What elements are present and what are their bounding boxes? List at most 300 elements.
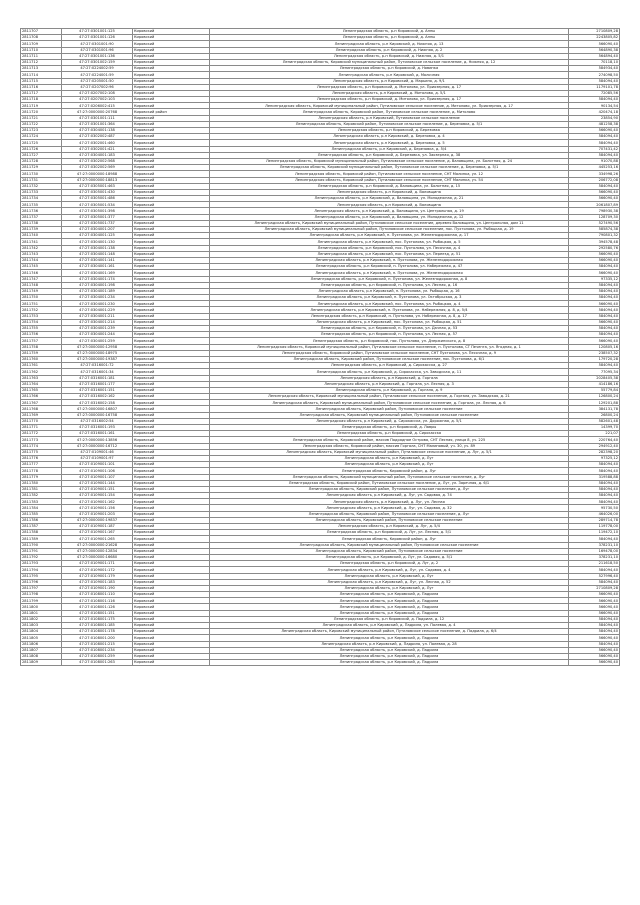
cadastral-number-cell: 47:27:0108001:151 [62,610,133,616]
cadastral-value-cell: 2710809,28 [569,585,620,591]
district-cell: Кировский [133,381,210,387]
district-cell: Кировский [133,338,210,344]
cadastral-number-cell: 47:27:0108001:185 [62,623,133,629]
cadastral-number-cell: 47:27:0109001:101 [62,462,133,468]
district-cell: Кировский [133,573,210,579]
address-cell: Ленинградская область, р-н Кировский, д. Сирокасска [210,431,569,437]
row-number-cell: 2811802 [21,616,62,622]
cadastral-number-cell: 47:27:0304001:148 [62,251,133,257]
district-cell: Кировский [133,647,210,653]
cadastral-value-cell: 566090,40 [569,319,620,325]
address-cell: Ленинградская область, р-н Кировский, д. Березовка, д. 5 [210,140,569,146]
address-cell: Ленинградская область, Кировский район, Путиловское сельское поселение, д. Митолово [210,109,569,115]
district-cell: Кировский [133,387,210,393]
cadastral-number-cell: 47:27:0000000:16807 [62,406,133,412]
district-cell: Кировский [133,480,210,486]
cadastral-value-cell: 2028405,38 [569,375,620,381]
district-cell: Кировский [133,653,210,659]
address-cell: Ленинградская область, р-н Кировский, д. Нижняя, д. 5/1 [210,53,569,59]
district-cell: Кировский [133,35,210,41]
district-cell: Кировский [133,41,210,47]
row-number-cell: 2811750 [21,295,62,301]
district-cell: Кировский [133,97,210,103]
row-number-cell: 2811708 [21,35,62,41]
row-number-cell: 2811807 [21,647,62,653]
cadastral-number-cell: 47:27:0000000:21628 [62,542,133,548]
cadastral-value-cell: 378231,10 [569,554,620,560]
address-cell: Ленинградская область, р-н Кировский, д. Валовщина, ул. Центральная, д. 19 [210,208,569,214]
cadastral-value-cell: 584094,40 [569,140,620,146]
cadastral-value-cell: 378231,10 [569,542,620,548]
cadastral-value-cell: 238507,32 [569,350,620,356]
cadastral-number-cell: 47:27:0109001:172 [62,567,133,573]
address-cell: Ленинградская область, р-н Кировский, д. Луг, ул. Садовая, д. 5/1 [210,554,569,560]
address-cell: Ленинградская область, Кировский район, Путиловское сельское поселение [210,406,569,412]
cadastral-number-cell: 47:27:0207002:96 [62,84,133,90]
cadastral-value-cell: 90134,54 [569,103,620,109]
district-cell: Кировский [133,579,210,585]
cadastral-value-cell: 55779,84 [569,387,620,393]
district-cell: Кировский [133,295,210,301]
address-cell: Ленинградская область, р-н Кировский, д. Сирокасска, ул. Дорожная, д. 5/1 [210,418,569,424]
cadastral-number-cell: 47:27:0109001:97 [62,455,133,461]
row-number-cell: 2811781 [21,486,62,492]
cadastral-number-cell: 47:27:0305001:430 [62,189,133,195]
cadastral-value-cell: 566090,40 [569,610,620,616]
address-cell: Ленинградская область, р-н Кировский, д. Падрила [210,635,569,641]
cadastral-value-cell: 566090,40 [569,270,620,276]
cadastral-number-cell: 47:27:0109001:156 [62,505,133,511]
cadastral-number-cell: 47:27:0108001:178 [62,629,133,635]
row-number-cell: 2811736 [21,208,62,214]
cadastral-value-cell: 566090,40 [569,257,620,263]
cadastral-value-cell: 481258,38 [569,121,620,127]
district-cell: Кировский [133,548,210,554]
cadastral-number-cell: 47:27:0108001:263 [62,660,133,666]
cadastral-number-cell: 47:27:0304001:244 [62,332,133,338]
district-cell: Кировский [133,128,210,134]
row-number-cell: 2811757 [21,338,62,344]
district-cell: Кировский [133,462,210,468]
district-cell: Кировский район [133,109,210,115]
address-cell: Ленинградская область, р-н Кировский, д. Горгала, ул. Лесная, д. 3 [210,381,569,387]
district-cell: Кировский [133,517,210,523]
cadastral-number-cell: 47:27:0305001:377 [62,214,133,220]
cadastral-value-cell: 95730,50 [569,505,620,511]
cadastral-number-cell: 47:27:0000000:16758 [62,412,133,418]
address-cell: Ленинградская область, Кировский район, Путиловское сельское поселение, СНТ Малинка, уч. 54 [210,177,569,183]
cadastral-value-cell: 274098,50 [569,72,620,78]
address-cell: Ленинградская область, р-н Кировский, д. Падрила, д. 12 [210,616,569,622]
row-number-cell: 2811756 [21,332,62,338]
district-cell: Кировский [133,165,210,171]
row-number-cell: 2811772 [21,431,62,437]
cadastral-value-cell: 584094,40 [569,623,620,629]
cadastral-number-cell: 47:27:0207002:103 [62,97,133,103]
address-cell: Ленинградская область, р-н Кировский, п. Пухтолова, ул. Набережная, д. 47 [210,264,569,270]
district-cell: Кировский [133,146,210,152]
district-cell: Кировский [133,505,210,511]
cadastral-number-cell: 47:27:0109001:154 [62,493,133,499]
row-number-cell: 2811763 [21,375,62,381]
cadastral-number-cell: 47:27:0000000:13856 [62,437,133,443]
cadastral-value-cell: 566090,40 [569,598,620,604]
cadastral-number-cell: 47:27:0109001:171 [62,561,133,567]
cadastral-number-cell: 47:27:0109001:106 [62,468,133,474]
cadastral-number-cell: 47:27:0000000:16680 [62,554,133,560]
cadastral-value-cell: 584094,40 [569,264,620,270]
cadastral-number-cell: 47:27:0109001:162 [62,499,133,505]
row-number-cell: 2811801 [21,610,62,616]
cadastral-number-cell: 47:27:0205001:50 [62,78,133,84]
district-cell: Кировский [133,629,210,635]
district-cell: Кировский [133,660,210,666]
cadastral-number-cell: 47:27:0305001:534 [62,202,133,208]
cadastral-value-cell: 129201,88 [569,400,620,406]
address-cell: Ленинградская область, р-н Кировский, д. Падрила [210,592,569,598]
district-cell: Кировский [133,400,210,406]
cadastral-value-cell: 584094,40 [569,183,620,189]
row-number-cell: 2811728 [21,158,62,164]
cadastral-value-cell: 2243805,82 [569,35,620,41]
district-cell: Кировский [133,301,210,307]
district-cell: Кировский [133,307,210,313]
address-cell: Ленинградская область, Кировский муниципальный район, Путиловское сельское поселение, д. Горгала, ул. Заводская, д. 21 [210,394,569,400]
cadastral-number-cell: 47:27:0301001:96 [62,47,133,53]
cadastral-value-cell: 206772,08 [569,177,620,183]
address-cell: Ленинградская область, Кировский муниципальный район, Путиловское сельское поселение, д. Падрила, д. 6/4 [210,629,569,635]
row-number-cell: 2811744 [21,257,62,263]
district-cell: Кировский [133,474,210,480]
cadastral-number-cell: 47:27:0316002:54 [62,418,133,424]
cadastral-number-cell: 47:27:0207002:108 [62,90,133,96]
cadastral-number-cell: 47:27:0316002:158 [62,400,133,406]
row-number-cell: 2811720 [21,109,62,115]
cadastral-number-cell: 47:27:0000000:12834 [62,548,133,554]
district-cell: Кировский [133,140,210,146]
cadastral-value-cell: 77095,34 [569,369,620,375]
cadastral-value-cell: 566090,40 [569,653,620,659]
row-number-cell: 2811764 [21,381,62,387]
cadastral-value-cell: 566090,40 [569,189,620,195]
cadastral-number-cell: 47:27:0305001:737 [62,220,133,226]
address-cell: Ленинградская область, Кировский муниципальный район, Путиловское сельское поселение, д. Горгала, ул. Лесная, д. 6 [210,400,569,406]
cadastral-number-cell: 47:27:0302002:569 [62,165,133,171]
cadastral-number-cell: 47:27:0304001:169 [62,270,133,276]
cadastral-value-cell: 584094,40 [569,536,620,542]
district-cell: Кировский [133,412,210,418]
address-cell: Ленинградская область, р-н Кировский, д. Горгала, д. 9 [210,387,569,393]
cadastral-number-cell: 47:27:0316001:193 [62,425,133,431]
address-cell: Ленинградская область, р-н Кировский, д. Падрила [210,647,569,653]
cadastral-value-cell: 97335,12 [569,276,620,282]
row-number-cell: 2811726 [21,146,62,152]
cadastral-value-cell: 211618,50 [569,561,620,567]
cadastral-value-cell: 14399,70 [569,425,620,431]
cadastral-number-cell: 47:27:0304001:138 [62,245,133,251]
district-cell: Кировский [133,233,210,239]
cadastral-value-cell: 584094,40 [569,468,620,474]
address-cell: Ленинградская область, Кировский муниципальный район, Путиловское сельское поселение, деревня Валовщина, ул. Центральная, дом 11 [210,220,569,226]
row-number-cell: 2811786 [21,517,62,523]
row-number-cell: 2811804 [21,629,62,635]
address-cell: Ленинградская область, р-н Кировский, д. Валовщина, ул. Молодежная, д. 21 [210,196,569,202]
cadastral-value-cell: 798930,38 [569,208,620,214]
address-cell: Ленинградская область, р-н Кировский, д. Падрила [210,610,569,616]
address-cell: Ленинградская область, Кировский район, массив Подрядное Острова, СНТ Лесная, улица 8, уч. 225 [210,437,569,443]
address-cell: Ленинградская область, р-н Кировский, д. Луг, д. 5/4 [210,524,569,530]
row-number-cell: 2811752 [21,307,62,313]
address-cell: Ленинградская область, р-н Кировский, д. Нижняя, д. 13 [210,41,569,47]
district-cell: Кировский [133,406,210,412]
cadastral-value-cell: 527490,56 [569,220,620,226]
district-cell: Кировский [133,264,210,270]
cadastral-value-cell: 566090,40 [569,635,620,641]
address-cell: Ленинградская область, Кировский район, Путиловское сельское поселение, пос. Пухтолова, д. 6/1 [210,356,569,362]
address-cell: Ленинградская область, р-н Кировский, д. Митолово, д. 5/1 [210,90,569,96]
cadastral-number-cell: 47:27:0304001:229 [62,307,133,313]
district-cell: Кировский [133,152,210,158]
district-cell: Кировский [133,455,210,461]
district-cell: Кировский [133,561,210,567]
address-cell: Ленинградская область, р-н Кировский, д. Луг, ул. Садовая, д. 32 [210,505,569,511]
cadastral-value-cell: 566090,40 [569,592,620,598]
address-cell: Ленинградская область, р-н Кировский, д. Сирокасска, ул. Заводская, д. 11 [210,369,569,375]
cadastral-value-cell: 445253,16 [569,165,620,171]
cadastral-number-cell: 47:27:0301001:364 [62,121,133,127]
address-cell: Ленинградская область, р-н Кировский, д. Валовщина [210,189,569,195]
address-cell: Ленинградская область, р-н Кировский, д. Луг, ул. Садовая, д. 74 [210,493,569,499]
address-cell: Ленинградская область, р-н Кировский, д. Марьино, д. 9/1 [210,78,569,84]
cadastral-value-cell: 394578,48 [569,239,620,245]
row-number-cell: 2811775 [21,449,62,455]
row-number-cell: 2811749 [21,288,62,294]
cadastral-number-cell: 47:27:0108001:215 [62,641,133,647]
address-cell: Ленинградская область, р-н Кировский, д. Валовщина, ул. Молодежная, д. 12 [210,214,569,220]
address-cell: Ленинградская область, р-н Кировский, д. Падрила [210,653,569,659]
cadastral-value-cell: 584094,40 [569,295,620,301]
row-number-cell: 2811785 [21,511,62,517]
district-cell: Кировский [133,134,210,140]
district-cell: Кировский [133,103,210,109]
cadastral-number-cell: 47:27:0304001:259 [62,338,133,344]
address-cell: Ленинградская область, Кировский муниципальный район, Путиловское сельское поселение, д. Луг [210,474,569,480]
address-cell: Ленинградская область, р-н Кировский, д. Лавры [210,425,569,431]
row-number-cell: 2811766 [21,394,62,400]
cadastral-number-cell: 47:27:0316001:177 [62,381,133,387]
district-cell: Кировский [133,604,210,610]
cadastral-number-cell: 47:27:0108001:234 [62,647,133,653]
row-number-cell: 2811791 [21,548,62,554]
address-cell: Ленинградская область, Кировский район, д. Луг [210,536,569,542]
cadastral-number-cell: 47:27:0304001:211 [62,313,133,319]
row-number-cell: 2811748 [21,282,62,288]
cadastral-value-cell: 582601,48 [569,418,620,424]
district-cell: Кировский [133,468,210,474]
district-cell: Кировский [133,115,210,121]
address-cell: Ленинградская область, р-н Кировский, п. Пухтолова, ул. Железнодорожная, д. 8 [210,276,569,282]
cadastral-value-cell: 26800,24 [569,412,620,418]
row-number-cell: 2811809 [21,660,62,666]
cadastral-value-cell: 566090,40 [569,128,620,134]
row-number-cell: 2811713 [21,66,62,72]
cadastral-number-cell: 47:27:0000000:20768 [62,109,133,115]
row-number-cell: 2811765 [21,387,62,393]
cadastral-number-cell: 47:27:0301001:111 [62,115,133,121]
row-number-cell: 2811784 [21,505,62,511]
district-cell: Кировский [133,239,210,245]
address-cell: Ленинградская область, р-н Кировский, д. Луг, ул. Лесная, д. 52 [210,579,569,585]
cadastral-number-cell: 47:27:0302002:568 [62,158,133,164]
cadastral-value-cell: 384131,78 [569,406,620,412]
district-cell: Кировский [133,530,210,536]
row-number-cell: 2811724 [21,134,62,140]
district-cell: Кировский [133,158,210,164]
cadastral-value-cell: 584094,40 [569,307,620,313]
row-number-cell: 2811787 [21,524,62,530]
district-cell: Кировский [133,202,210,208]
district-cell: Кировский [133,536,210,542]
district-cell: Кировский [133,585,210,591]
address-cell: Ленинградская область, Кировский муниципальный район, Путиловское сельское поселение, д. Березовка, д. 5/1 [210,165,569,171]
cadastral-value-cell: 584094,40 [569,579,620,585]
cadastral-value-cell: 584094,40 [569,629,620,635]
cadastral-number-cell: 47:27:0000000:19837 [62,517,133,523]
district-cell: Кировский [133,449,210,455]
cadastral-value-cell: 97325,12 [569,455,620,461]
row-number-cell: 2811776 [21,455,62,461]
row-number-cell: 2811715 [21,78,62,84]
cadastral-value-cell: 584094,40 [569,152,620,158]
cadastral-value-cell: 584094,40 [569,480,620,486]
district-cell: Кировский [133,72,210,78]
address-cell: Ленинградская область, Кировский муниципальный район, Путиловское сельское поселение [210,542,569,548]
row-number-cell: 2811732 [21,183,62,189]
address-cell: Ленинградская область, Кировский муниципальный район, Путиловское сельское поселение, д. Нижняя, д. 12 [210,59,569,65]
cadastral-number-cell: 47:27:0109001:107 [62,474,133,480]
district-cell: Кировский [133,276,210,282]
district-cell: Кировский [133,350,210,356]
district-cell: Кировский [133,251,210,257]
cadastral-value-table [20,28,620,666]
cadastral-number-cell: 47:27:0109001:203 [62,511,133,517]
row-number-cell: 2811797 [21,585,62,591]
cadastral-number-cell: 47:27:0000000:18988 [62,171,133,177]
district-cell: Кировский [133,443,210,449]
address-cell: Ленинградская область, Кировский район, Путиловское сельское поселение, СНТ Пухтолова, ул. Песочная, д. 9 [210,350,569,356]
cadastral-number-cell: 47:27:0109001:167 [62,530,133,536]
row-number-cell: 2811733 [21,189,62,195]
cadastral-number-cell: 47:27:0000000:18813 [62,177,133,183]
row-number-cell: 2811751 [21,301,62,307]
cadastral-number-cell: 47:27:0316001:34 [62,369,133,375]
cadastral-value-cell: 584094,40 [569,78,620,84]
address-cell: Ленинградская область, р-н Кировский, д. Луг, д. 2 [210,561,569,567]
address-cell: Ленинградская область, р-н Кировский, п. Пухтолова, ул. Лесная, д. 16 [210,282,569,288]
cadastral-number-cell: 47:27:0224002:59 [62,66,133,72]
row-number-cell: 2811795 [21,573,62,579]
district-cell: Кировский [133,363,210,369]
cadastral-value-cell: 420474,18 [569,109,620,115]
row-number-cell: 2811722 [21,121,62,127]
row-number-cell: 2811778 [21,468,62,474]
row-number-cell: 2811759 [21,350,62,356]
address-cell: Ленинградская область, р-н Кировский, д. Сирокасска, д. 27 [210,363,569,369]
row-number-cell: 2811762 [21,369,62,375]
row-number-cell: 2811803 [21,623,62,629]
address-cell: Ленинградская область, р-н Кировский, д. Березовка [210,128,569,134]
address-cell: Ленинградская область, р-н Кировский, пос. Пухтолова, ул. Переезд, д. 51 [210,251,569,257]
row-number-cell: 2811760 [21,356,62,362]
row-number-cell: 2811729 [21,165,62,171]
document-sheet [20,28,620,666]
row-number-cell: 2811738 [21,220,62,226]
address-cell: Ленинградская область, р-н Кировский, д. Луг, ул. Садовая, д. 4 [210,567,569,573]
cadastral-value-cell: 91070,88 [569,158,620,164]
cadastral-value-cell: 128709,30 [569,214,620,220]
address-cell: Ленинградская область, р-н Кировский, п. Пухтолова, ул. Рыбацкая, д. 16 [210,288,569,294]
cadastral-value-cell: 289714,78 [569,517,620,523]
district-cell: Кировский [133,313,210,319]
district-cell: Кировский [133,326,210,332]
cadastral-value-cell: 2710809,28 [569,29,620,35]
district-cell: Кировский [133,641,210,647]
row-number-cell: 2811755 [21,326,62,332]
cadastral-number-cell: 47:27:0108001:110 [62,592,133,598]
address-cell: Ленинградская область, Кировский район, Путиловское сельское поселение, д. Луг, ул. Заречная, д. 6/1 [210,480,569,486]
cadastral-number-cell: 47:27:0304001:125 [62,233,133,239]
cadastral-number-cell: 47:27:0304001:207 [62,227,133,233]
district-cell: Кировский [133,369,210,375]
cadastral-number-cell: 47:27:0000000:18975 [62,350,133,356]
district-cell: Кировский [133,567,210,573]
cadastral-value-cell: 292580,76 [569,245,620,251]
cadastral-value-cell: 584094,40 [569,282,620,288]
address-cell: Ленинградская область, Кировский район, Путиловское сельское поселение, д. Луг [210,486,569,492]
cadastral-number-cell: 47:27:0304001:230 [62,301,133,307]
district-cell: Кировский [133,511,210,517]
cadastral-value-cell: 319588,88 [569,474,620,480]
address-cell: Ленинградская область, р-н Кировский, пос. Пухтолова, ул. Песочная, д. 4 [210,245,569,251]
cadastral-value-cell: 23854,90 [569,115,620,121]
row-number-cell: 2811734 [21,196,62,202]
address-cell: Ленинградская область, Кировский муниципальный район, Путиловское сельское поселение, д. Валовщина, ул. Болотная, д. 24 [210,158,569,164]
row-number-cell: 2811792 [21,554,62,560]
cadastral-number-cell: 47:27:0108001:200 [62,635,133,641]
address-cell: Ленинградская область, р-н Кировский, д. Горгала [210,375,569,381]
cadastral-number-cell: 47:27:0109001:187 [62,524,133,530]
address-cell: Ленинградская область, р-н Кировский, п. Пухтолова, ул. Железнодорожная [210,257,569,263]
row-number-cell: 2811714 [21,72,62,78]
district-cell: Кировский [133,84,210,90]
district-cell: Кировский [133,375,210,381]
cadastral-number-cell: 47:27:0305001:463 [62,183,133,189]
cadastral-value-cell: 584094,40 [569,313,620,319]
district-cell: Кировский [133,171,210,177]
district-cell: Кировский [133,592,210,598]
address-cell: Ленинградская область, р-н Кировский, д. Анны [210,35,569,41]
address-cell: Ленинградская область, Кировский муниципальный район, Путиловское сельское поселение, пос. Пухтолова, ул. Рыбацкая, д. 19 [210,227,569,233]
row-number-cell: 2811806 [21,641,62,647]
cadastral-number-cell: 47:27:0108001:126 [62,604,133,610]
address-cell: Ленинградская область, р-н Кировский, д. Падрила [210,660,569,666]
district-cell: Кировский [133,270,210,276]
address-cell: Ленинградская область, р-н Кировский, д. Нижняя, д. 2 [210,47,569,53]
row-number-cell: 2811773 [21,437,62,443]
district-cell: Кировский [133,66,210,72]
row-number-cell: 2811788 [21,530,62,536]
row-number-cell: 2811790 [21,542,62,548]
